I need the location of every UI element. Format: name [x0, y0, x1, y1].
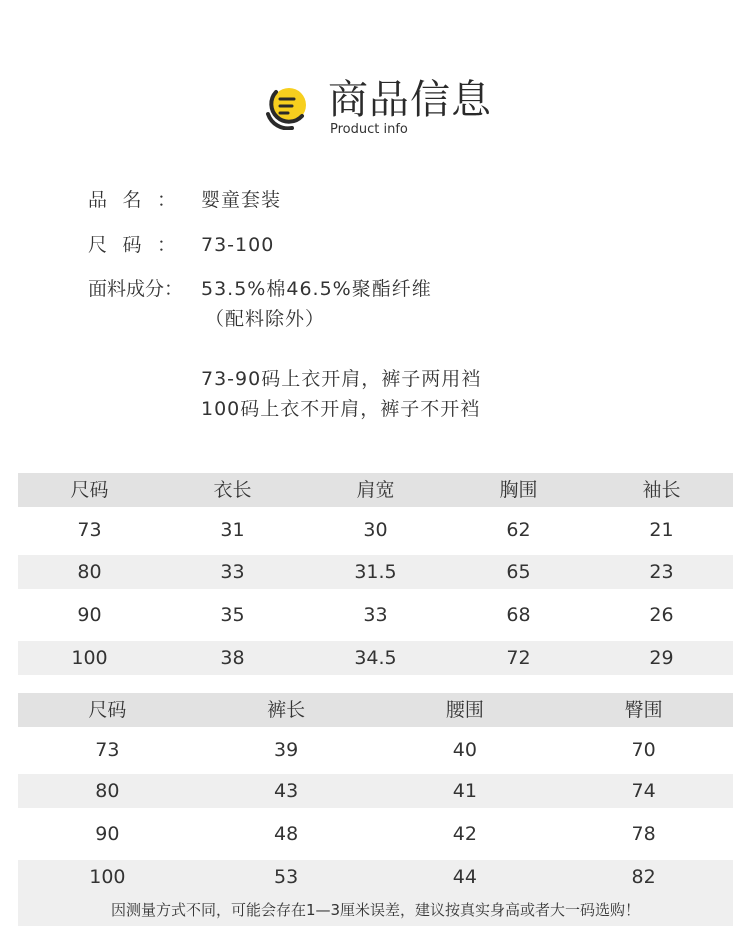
size-label-text — [88, 233, 176, 257]
table-cell: 72 — [506, 647, 531, 669]
page-title: 商品信息 — [328, 77, 492, 123]
table-cell: 44 — [452, 866, 477, 888]
product-name-label — [88, 188, 176, 212]
table-row — [18, 641, 733, 675]
table-cell: 38 — [220, 647, 245, 669]
table-cell: 62 — [506, 519, 531, 541]
table-cell: 39 — [274, 739, 299, 761]
document-list-icon — [262, 84, 312, 130]
table-row — [18, 860, 733, 894]
table-cell: 43 — [274, 780, 299, 802]
table-row — [18, 555, 733, 589]
table-cell: 35 — [220, 604, 245, 626]
table-row — [18, 774, 733, 808]
table-cell: 29 — [649, 647, 674, 669]
table-cell: 80 — [77, 561, 102, 583]
header-cell: 臀围 — [624, 699, 663, 721]
size-value: 73-100 — [201, 234, 275, 256]
label-char: 名 — [122, 189, 142, 211]
table-cell: 68 — [506, 604, 531, 626]
table-cell: 78 — [631, 823, 656, 845]
table-cell: 41 — [452, 780, 477, 802]
table-row — [18, 733, 733, 767]
page-subtitle: Product info — [330, 122, 408, 137]
header-cell: 肩宽 — [356, 479, 395, 501]
table-cell: 100 — [71, 647, 108, 669]
table-cell: 30 — [363, 519, 388, 541]
table-cell: 26 — [649, 604, 674, 626]
table-cell: 31 — [220, 519, 245, 541]
table-cell: 31.5 — [354, 561, 397, 583]
header-cell: 尺码 — [70, 479, 109, 501]
top-size-table — [18, 473, 733, 675]
bottom-size-table — [18, 693, 733, 894]
label-char: 品 — [88, 189, 108, 211]
table-cell: 42 — [452, 823, 477, 845]
label-char: 尺 — [88, 234, 108, 256]
label-char: ： — [156, 234, 176, 256]
table-cell: 90 — [95, 823, 120, 845]
header-cell: 袖长 — [642, 479, 681, 501]
table-cell: 82 — [631, 866, 656, 888]
table-cell: 90 — [77, 604, 102, 626]
label-char: ： — [156, 189, 176, 211]
table-cell: 53 — [274, 866, 299, 888]
table-row — [18, 598, 733, 632]
table-header-row — [18, 473, 733, 507]
header-cell: 衣长 — [213, 479, 252, 501]
label-char: 码 — [122, 234, 142, 256]
header-cell: 裤长 — [267, 699, 306, 721]
table-row — [18, 817, 733, 851]
table-header-row — [18, 693, 733, 727]
table-cell: 33 — [363, 604, 388, 626]
product-name-value: 婴童套装 — [201, 189, 282, 211]
table-cell: 65 — [506, 561, 531, 583]
table-cell: 100 — [89, 866, 126, 888]
product-info-header — [262, 78, 522, 140]
opening-note-1: 73-90码上衣开肩，裤子两用裆 — [201, 368, 482, 390]
measurement-disclaimer: 因测量方式不同，可能会存在1—3厘米误差，建议按真实身高或者大一码选购！ — [18, 894, 733, 926]
table-cell: 23 — [649, 561, 674, 583]
header-cell: 胸围 — [499, 479, 538, 501]
table-cell: 70 — [631, 739, 656, 761]
table-cell: 73 — [77, 519, 102, 541]
table-cell: 48 — [274, 823, 299, 845]
size-label — [88, 233, 176, 257]
table-row — [18, 513, 733, 547]
product-name-label-text — [88, 188, 176, 212]
table-cell: 74 — [631, 780, 656, 802]
fabric-note: （配料除外） — [205, 308, 326, 330]
table-cell: 34.5 — [354, 647, 397, 669]
header-cell: 尺码 — [88, 699, 127, 721]
fabric-label: 面料成分： — [88, 278, 184, 300]
table-cell: 21 — [649, 519, 674, 541]
table-cell: 33 — [220, 561, 245, 583]
table-cell: 80 — [95, 780, 120, 802]
opening-note-2: 100码上衣不开肩，裤子不开裆 — [201, 398, 481, 420]
table-cell: 40 — [452, 739, 477, 761]
header-cell: 腰围 — [445, 699, 484, 721]
table-cell: 73 — [95, 739, 120, 761]
fabric-value: 53.5%棉46.5%聚酯纤维 — [201, 278, 432, 300]
